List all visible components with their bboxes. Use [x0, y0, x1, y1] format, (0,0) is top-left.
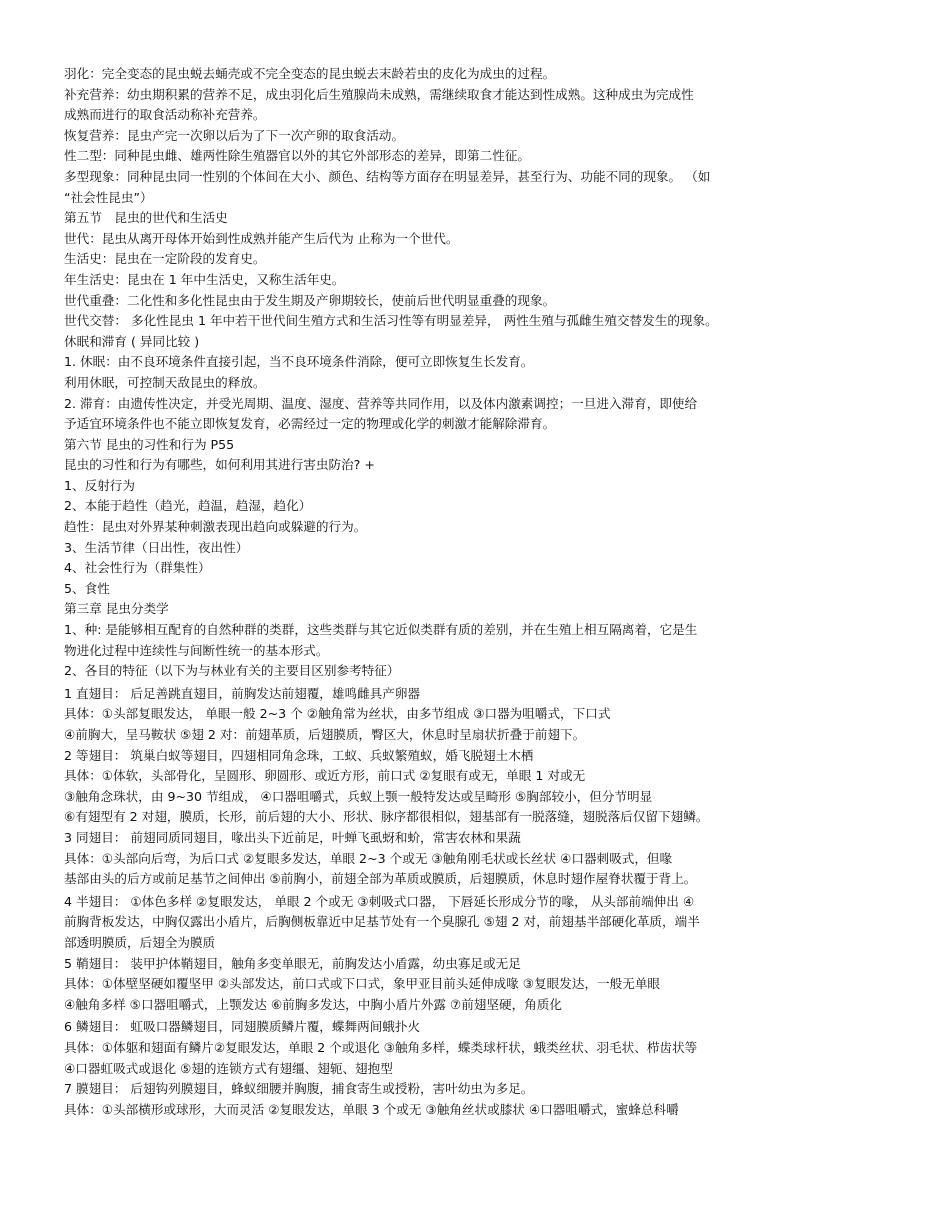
text-line-shenghuoshi: 生活史：昆虫在一定阶段的发育史。 [64, 251, 266, 267]
text-line-gemu: 2、各目的特征（以下为与林业有关的主要目区别参考特征） [64, 663, 400, 679]
order-heading-coleoptera: 5 鞘翅目： 装甲护体鞘翅目，触角多变单眼无，前胸发达小盾露，幼虫寡足或无足 [64, 955, 521, 971]
text-line-hemiptera-2: 部透明膜质，后翅全为膜质 [64, 934, 216, 950]
text-line-xiumian-zhiyu: 休眠和滞育 ( 异同比较 ) [64, 333, 200, 349]
text-line-zhiyu: 2. 滞育：由遗传性决定，并受光周期、温度、湿度、营养等共同作用，以及体内激素调控；一旦进入滞育，即使给 [64, 395, 698, 411]
text-line-hua: 羽化：完全变态的昆虫蜕去蛹壳或不完全变态的昆虫蜕去末龄若虫的皮化为成虫的过程。 [64, 66, 556, 81]
list-item-1: 1、反射行为 [64, 477, 135, 493]
text-line-nianshenghuoshi: 年生活史：昆虫在 1 年中生活史，又称生活年史。 [64, 271, 345, 287]
text-line-coleoptera-1: 具体：①体壁坚硬如覆坚甲 ②头部发达，前口式或下口式，象甲亚目前头延伸成喙 ③复眼发达，一般无单眼 [64, 976, 661, 992]
text-line-shidai: 世代：昆虫从离开母体开始到性成熟并能产生后代为 止称为一个世代。 [64, 230, 459, 246]
order-heading-homoptera: 3 同翅目： 前翅同质同翅目，喙出头下近前足，叶蝉飞虱蚜和蚧，常害农林和果蔬 [64, 829, 521, 845]
text-line-zhong: 1、种: 是能够相互配育的自然种群的类群，这些类群与其它近似类群有质的差别，并在生殖上相互隔离着，它是生 [64, 622, 698, 638]
text-line-hemiptera-1: 前胸背板发达，中胸仅露出小盾片，后胸侧板靠近中足基节处有一个臭腺孔 ⑤翅 2 对，前翅基半部硬化革质，端半 [64, 914, 700, 930]
text-line-quxing: 趋性：昆虫对外界某种刺激表现出趋向或躲避的行为。 [64, 519, 367, 535]
text-line-isoptera-3: ⑥有翅型有 2 对翅，膜质，长形，前后翅的大小、形状、脉序都很相似，翅基部有一脱落缝，翅脱落后仅留下翅鳞。 [64, 809, 709, 825]
text-line-isoptera-1: 具体：①体软，头部骨化，呈圆形、卵圆形、或近方形，前口式 ②复眼有或无，单眼 1 对或无 [64, 768, 586, 784]
text-line-hymenoptera-1: 具体：①头部横形或球形，大而灵活 ②复眼发达，单眼 3 个或无 ③触角丝状或膝状 ④口器咀嚼式，蜜蜂总科嚼 [64, 1101, 679, 1117]
text-line-lepidoptera-1: 具体：①体躯和翅面有鳞片②复眼发达，单眼 2 个或退化 ③触角多样，蝶类球杆状，蛾类丝状、羽毛状、栉齿状等 [64, 1039, 698, 1055]
list-item-5: 5、食性 [64, 580, 110, 596]
text-line-xingerxing: 性二型：同种昆虫雌、雄两性除生殖器官以外的其它外部形态的差异，即第二性征。 [64, 148, 530, 164]
text-line-buchong-cont: 成熟而进行的取食活动称补充营养。 [64, 107, 266, 123]
section-heading-6: 第六节 昆虫的习性和行为 P55 [64, 436, 235, 452]
text-line-zhiyu-cont: 予适宜环境条件也不能立即恢复发育，必需经过一定的物理或化学的刺激才能解除滞育。 [64, 416, 556, 432]
text-line-duoxing: 多型现象：同种昆虫同一性别的个体间在大小、颜色、结构等方面存在明显差异，甚至行为、功能不同的现象。 （如 [64, 168, 711, 184]
text-line-orthoptera-1: 具体：①头部复眼发达， 单眼一般 2~3 个 ②触角常为丝状，由多节组成 ③口器为咀嚼式，下口式 [64, 706, 611, 722]
list-item-2: 2、本能于趋性（趋光，趋温，趋湿，趋化） [64, 498, 312, 514]
order-heading-hymenoptera: 7 膜翅目： 后翅钩列膜翅目，蜂蚁细腰并胸腹，捕食寄生或授粉，害叶幼虫为多足。 [64, 1081, 534, 1097]
order-heading-isoptera: 2 等翅目： 筑巢白蚁等翅目，四翅相同角念珠，工蚁、兵蚁繁殖蚁，婚飞脱翅土木栖 [64, 747, 534, 763]
text-line-coleoptera-2: ④触角多样 ⑤口器咀嚼式，上颚发达 ⑥前胸多发达，中胸小盾片外露 ⑦前翅坚硬，角质化 [64, 996, 562, 1012]
text-line-chongdie: 世代重叠：二化性和多化性昆虫由于发生期及产卵期较长，使前后世代明显重叠的现象。 [64, 292, 556, 308]
text-line-question: 昆虫的习性和行为有哪些，如何利用其进行害虫防治? + [64, 457, 375, 473]
text-line-homoptera-1: 具体：①头部向后弯，为后口式 ②复眼多发达，单眼 2~3 个或无 ③触角刚毛状或长丝状 ④口器刺吸式，但喙 [64, 850, 673, 866]
list-item-4: 4、社会性行为（群集性） [64, 560, 211, 576]
text-line-buchong: 补充营养：幼虫期积累的营养不足，成虫羽化后生殖腺尚未成熟，需继续取食才能达到性成熟。这种成虫为完成性 [64, 86, 694, 102]
order-heading-lepidoptera: 6 鳞翅目： 虹吸口器鳞翅目，同翅膜质鳞片覆，蝶舞两间蛾扑火 [64, 1019, 421, 1035]
text-line-lepidoptera-2: ④口器虹吸式或退化 ⑤翅的连锁方式有翅缰、翅轭、翅抱型 [64, 1060, 393, 1076]
section-heading-5: 第五节 昆虫的世代和生活史 [64, 210, 228, 226]
text-line-xiumian: 1. 休眠：由不良环境条件直接引起，当不良环境条件消除，便可立即恢复生长发育。 [64, 354, 534, 370]
text-line-homoptera-2: 基部由头的后方或前足基节之间伸出 ⑤前胸小，前翅全部为革质或膜质，后翅膜质，休息时翅作屋脊状覆于背上。 [64, 871, 697, 887]
text-line-xiumian-use: 利用休眠，可控制天敌昆虫的释放。 [64, 374, 266, 390]
order-heading-orthoptera: 1 直翅目： 后足善跳直翅目，前胸发达前翅覆，雄鸣雌具产卵器 [64, 685, 421, 701]
text-line-orthoptera-2: ④前胸大，呈马鞍状 ⑤翅 2 对：前翅革质，后翅膜质，臀区大，休息时呈扇状折叠于前翅下。 [64, 727, 586, 742]
text-line-huifu: 恢复营养：昆虫产完一次卵以后为了下一次产卵的取食活动。 [64, 127, 405, 143]
text-line-jiaoti: 世代交替： 多化性昆虫 1 年中若干世代间生殖方式和生活习性等有明显差异， 两性生殖与孤雌生殖交替发生的现象。 [64, 313, 718, 329]
text-line-zhong-cont: 物进化过程中连续性与间断性统一的基本形式。 [64, 642, 329, 658]
document-page [64, 64, 896, 1120]
order-heading-hemiptera: 4 半翅目： ①体色多样 ②复眼发达， 单眼 2 个或无 ③刺吸式口器， 下唇延长形成分节的喙， 从头部前端伸出 ④ [64, 893, 695, 909]
text-line-duoxing-cont: “社会性昆虫”） [64, 189, 153, 205]
text-line-isoptera-2: ③触角念珠状，由 9~30 节组成， ④口器咀嚼式，兵蚁上颚一般特发达或呈畸形 ⑤胸部较小，但分节明显 [64, 788, 653, 804]
list-item-3: 3、生活节律（日出性，夜出性） [64, 539, 249, 555]
chapter-heading-3: 第三章 昆虫分类学 [64, 601, 169, 617]
